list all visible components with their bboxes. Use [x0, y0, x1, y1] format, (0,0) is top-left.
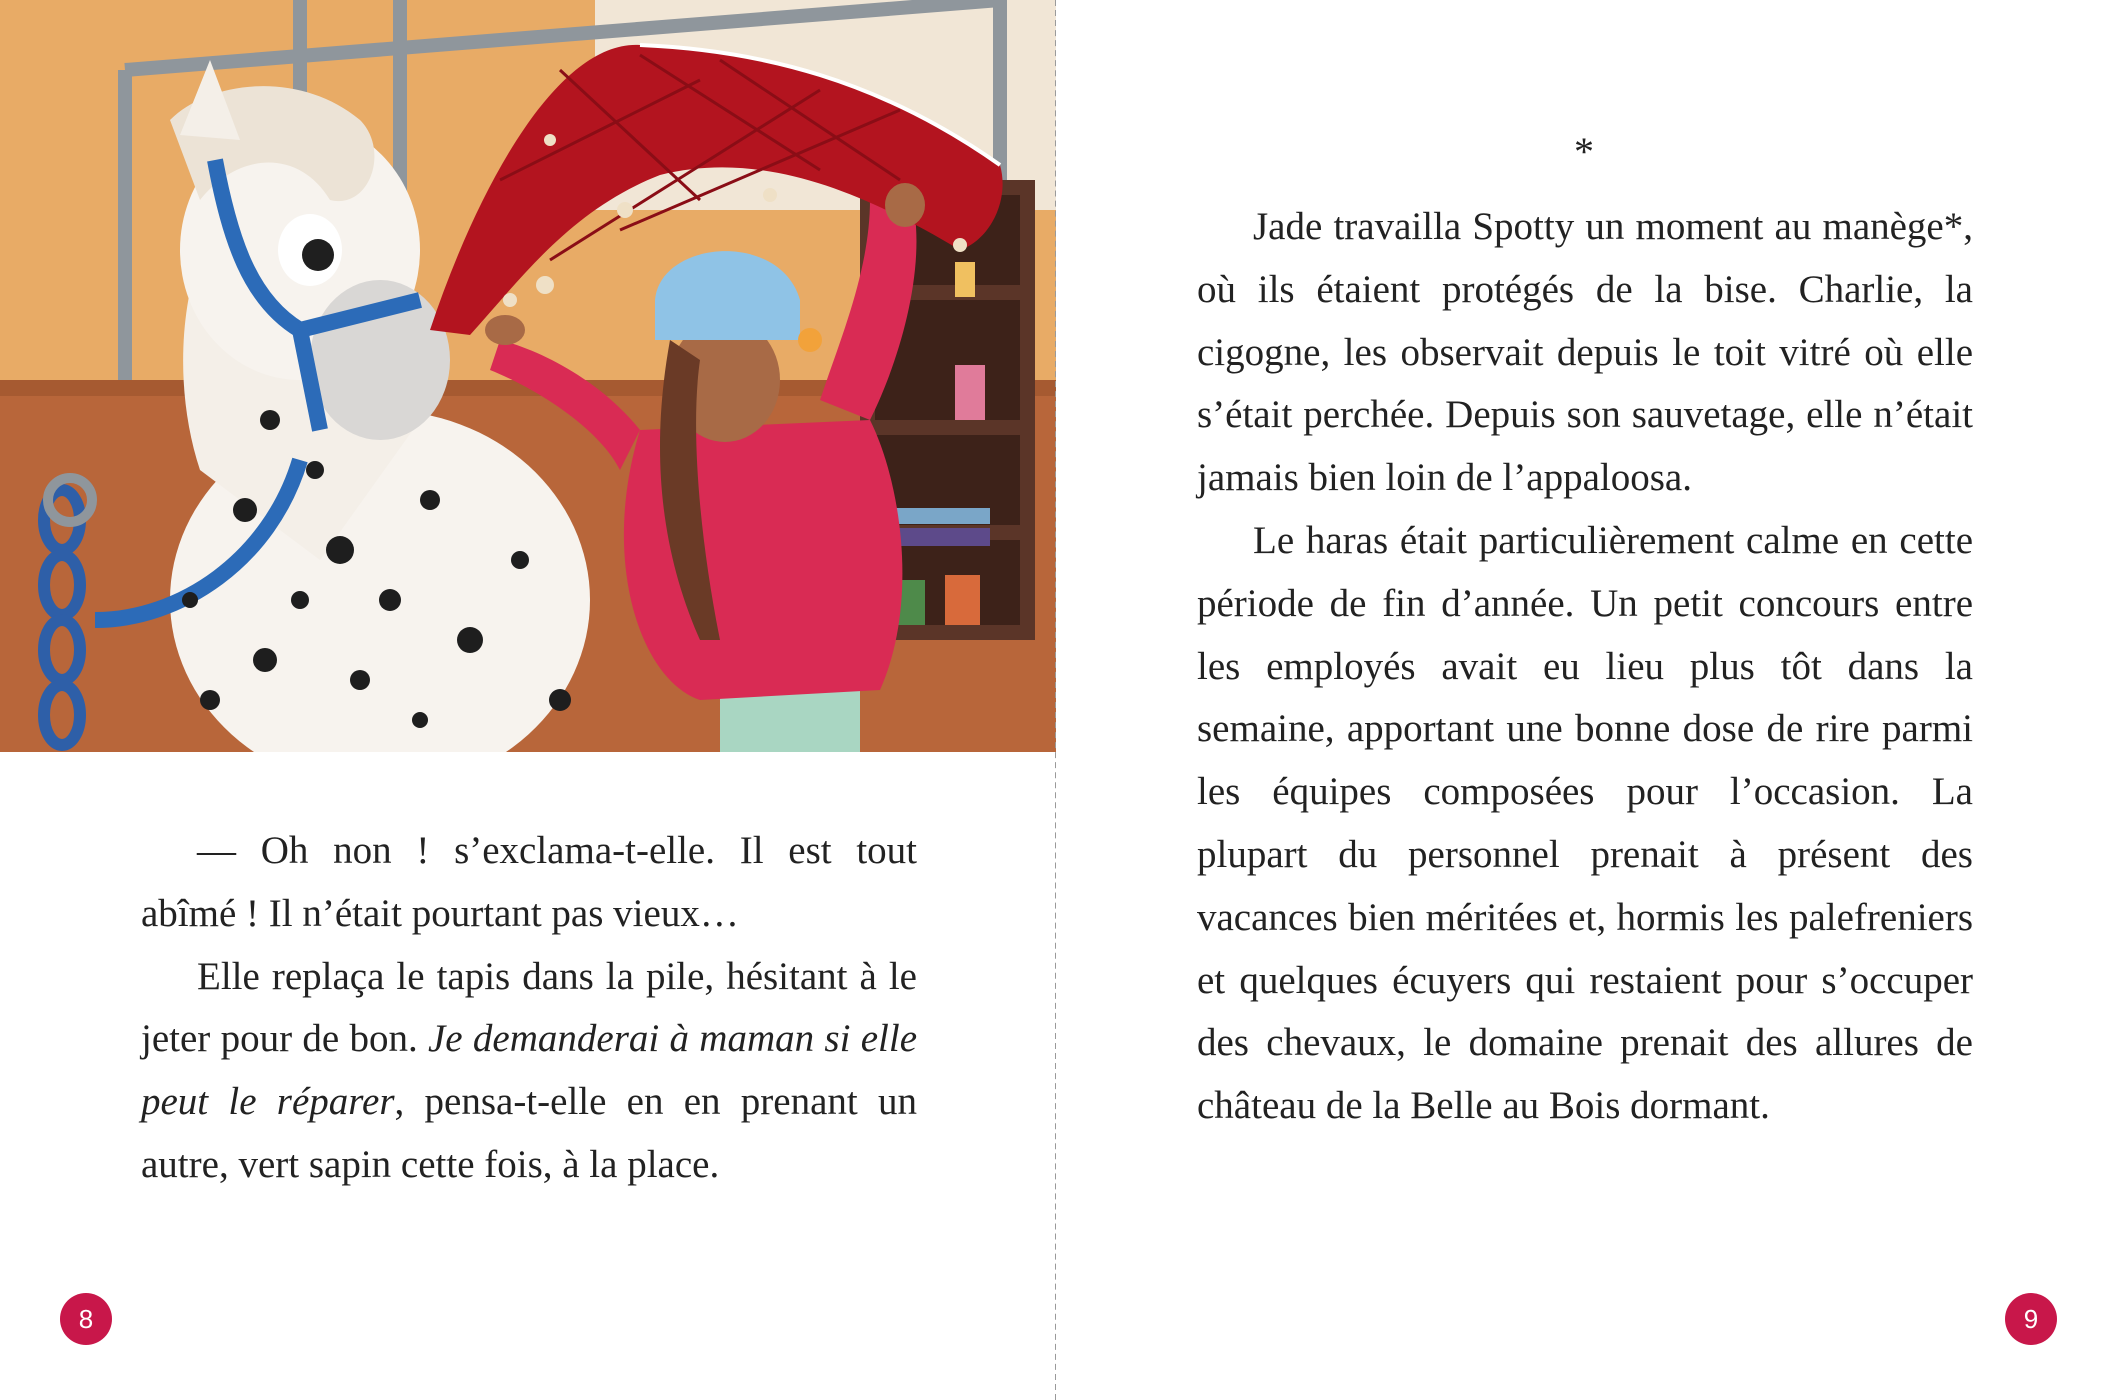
paragraph-text: Elle replaça le tapis dans la pile, hésitant à le jeter pour de bon.: [141, 954, 917, 1061]
right-page-text: [1197, 196, 1973, 1138]
paragraph: [141, 946, 917, 1197]
illustration-girl-and-horse: [0, 0, 1056, 752]
paragraph: — Oh non ! s’exclama-t-elle. Il est tout abîmé ! Il n’était pourtant pas vieux…: [141, 829, 917, 935]
paragraph: Jade travailla Spotty un moment au manège*, où ils étaient protégés de la bise. Charlie, la cigogne, les observait depuis le toit vitré où elle s’était perchée. Depuis son sauvetage, elle n’était jamais bien loin de l’appaloosa.: [1197, 205, 1973, 500]
paragraph-text: , pensa-t-elle en en prenant un autre, vert sapin cette fois, à la place.: [141, 1080, 917, 1186]
right-page: [1056, 0, 2112, 1400]
left-page-text: [141, 820, 917, 1197]
paragraph: Le haras était particulièrement calme en cette période de fin d’année. Un petit concours entre les employés avait eu lieu plus tôt dans la semaine, apportant une bonne dose de rire parmi les équipes composées pour l’occasion. La plupart du personnel prenait à présent des vacances bien méritées et, hormis les palefreniers et quelques écuyers qui restaient pour s’occuper des chevaux, le domaine prenait des allures de château de la Belle au Bois dormant.: [1197, 518, 1973, 1128]
italic-thought: Je demanderai à maman si elle peut le réparer: [141, 1017, 917, 1124]
section-separator: *: [1574, 129, 1594, 174]
page-number-badge: 8: [60, 1293, 112, 1345]
page-number-badge: 9: [2005, 1293, 2057, 1345]
